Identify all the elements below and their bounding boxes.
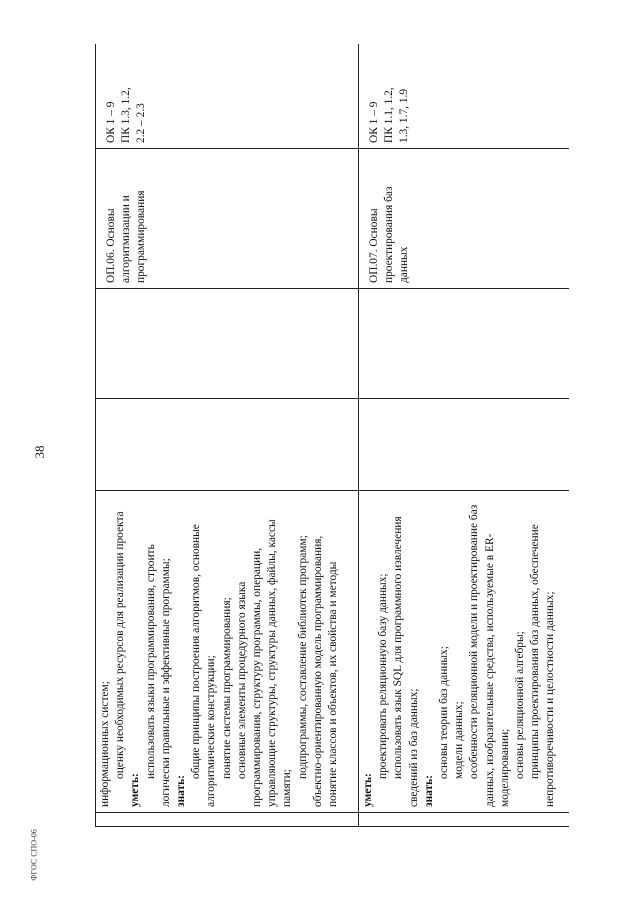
content-line: использовать языки программирования, строить логически правильные и эффективные программы; <box>144 544 172 807</box>
hours-max-cell <box>96 399 359 491</box>
content-line: основы реляционной алгебры; <box>514 631 527 779</box>
content-cell <box>96 491 359 813</box>
content-line: объектно-ориентированную модель программирования, понятие классов и объектов, их свойства и методы <box>311 535 340 807</box>
curriculum-table <box>95 44 569 827</box>
content-line: понятие системы программирования; <box>220 597 233 779</box>
competencies-cell <box>96 44 359 149</box>
competency-code: ОК 1 – 9 <box>105 101 117 143</box>
table-row <box>96 44 359 827</box>
content-cell <box>359 491 570 813</box>
discipline-cell <box>359 149 570 289</box>
discipline-name: ОП.06. Основы алгоритмизации и программирования <box>105 190 148 283</box>
section-label: уметь: <box>362 773 374 807</box>
section-label: знать: <box>422 775 435 807</box>
competency-code: ПК 1.1, 1.2, <box>383 87 396 143</box>
rotated-table <box>95 44 569 827</box>
competency-code: ОК 1 – 9 <box>368 101 380 143</box>
content-line: принципы проектирования баз данных, обеспечение непротиворечивости и целостности данных; <box>529 524 557 807</box>
discipline-cell <box>96 149 359 289</box>
content-line: основы теории баз данных; <box>438 646 451 779</box>
content-line: проектировать реляционную базу данных; <box>377 573 390 779</box>
content-line: оценку необходимых ресурсов для реализации проекта <box>114 511 127 779</box>
content-line: модели данных; <box>453 701 466 779</box>
rotated-table-frame <box>95 44 569 827</box>
footer-code: ФГОС СПО-06 <box>29 829 39 881</box>
content-line: подпрограммы, составление библиотек программ; <box>296 535 309 779</box>
content-line: общие принципы построения алгоритмов, основные алгоритмические конструкции; <box>190 524 218 807</box>
hours-class-cell <box>96 289 359 399</box>
content-line: особенности реляционной модели и проектирование баз данных, изобразительные средства, используемые в ER-моделировании; <box>468 504 511 807</box>
content-line: основные элементы процедурного языка программирования, структуру программы, операции, управляющие структуры, структуры данных, файлы, кассы памяти; <box>235 519 294 807</box>
content-line: информационных систем; <box>99 681 111 807</box>
competency-code: ПК 1.3, 1.2, <box>120 87 133 143</box>
competencies-cell <box>359 44 570 149</box>
page-number: 38 <box>32 445 47 459</box>
section-label: знать: <box>175 775 188 807</box>
competency-code: 2.2 – 2.3 <box>135 103 148 143</box>
discipline-name: ОП.07. Основы проектирования баз данных <box>368 186 411 283</box>
hours-max-cell <box>359 399 570 491</box>
hours-class-cell <box>359 289 570 399</box>
section-label: уметь: <box>129 773 142 807</box>
index-cell <box>96 813 359 827</box>
index-cell <box>359 813 570 827</box>
table-row <box>359 44 570 827</box>
content-line: использовать язык SQL для программного извлечения сведений из баз данных; <box>392 516 420 807</box>
competency-code: 1.3, 1.7, 1.9 <box>398 88 411 143</box>
